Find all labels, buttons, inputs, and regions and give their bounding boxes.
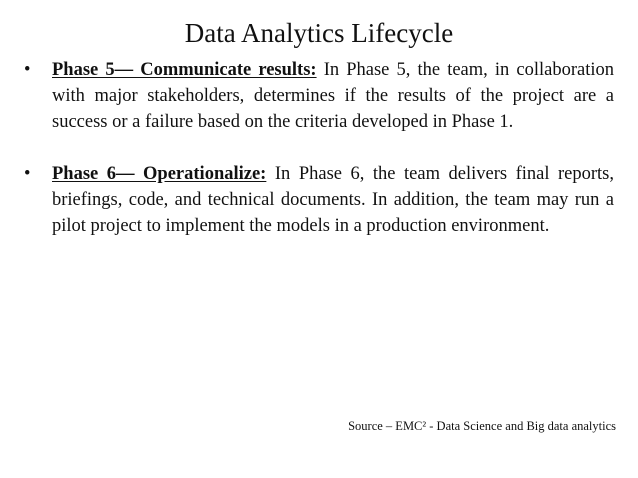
- phase-6-text: In Phase 6, the team delivers final reports, briefings, code, and technical documents. In addition, the team may run a pilot project to implement the models in a production environment.: [52, 164, 615, 236]
- slide-title: Data Analytics Lifecycle: [184, 18, 454, 48]
- bullet-phase-5: [24, 57, 614, 135]
- phase-5-text: In Phase 5, the team, in collaboration with major stakeholders, determines if the results of the project are a success or a failure based on the criteria developed in Phase 1.: [52, 60, 614, 132]
- bullet-phase-6: [24, 161, 614, 239]
- phase-5-label: Phase 5— Communicate results:: [52, 60, 317, 80]
- source-citation: Source – EMC² - Data Science and Big data analytics: [348, 419, 616, 433]
- phase-6-label: Phase 6— Operationalize:: [52, 164, 267, 184]
- bullet-marker: •: [24, 60, 31, 80]
- bullet-marker: •: [24, 164, 31, 184]
- bullet-list: [24, 57, 614, 265]
